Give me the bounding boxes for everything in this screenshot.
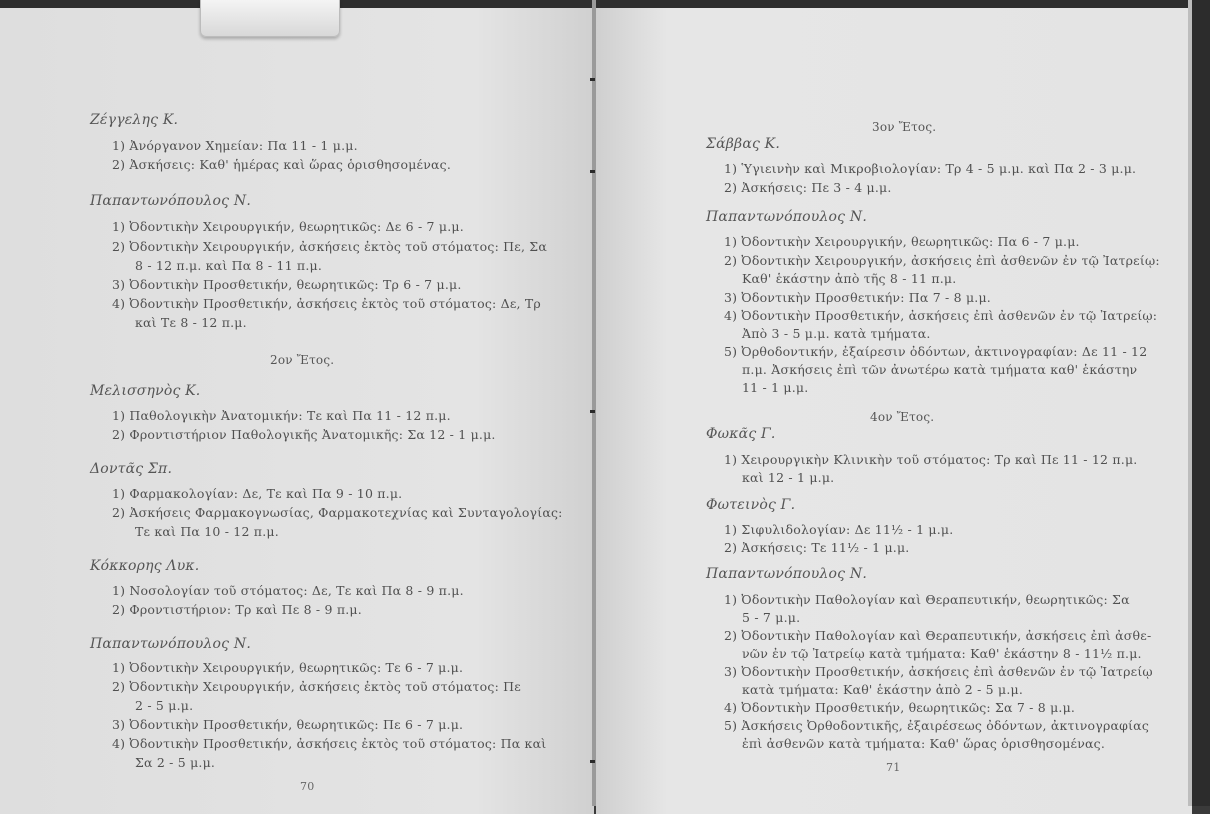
course-line: Ἀπὸ 3 - 5 μ.μ. κατὰ τμήματα. bbox=[742, 326, 931, 341]
course-line: Σα 2 - 5 μ.μ. bbox=[135, 755, 216, 770]
course-line: 1) Παθολογικὴν Ἀνατομικήν: Τε καὶ Πα 11 - 12 π.μ. bbox=[112, 408, 451, 423]
course-line: 4) Ὀδοντικὴν Προσθετικήν, θεωρητικῶς: Σα 7 - 8 μ.μ. bbox=[724, 700, 1076, 715]
course-line: 2) Φροντιστήριον Παθολογικῆς Ἀνατομικῆς: Σα 12 - 1 μ.μ. bbox=[112, 427, 496, 442]
course-line: 2) Ὀδοντικὴν Χειρουργικήν, ἀσκήσεις ἐκτὸς τοῦ στόματος: Πε bbox=[112, 679, 521, 694]
course-line: κατὰ τμήματα: Καθ' ἑκάστην ἀπὸ 2 - 5 μ.μ. bbox=[742, 682, 1024, 697]
binding-stitch bbox=[590, 410, 595, 413]
course-line: 2) Ἀσκήσεις: Τε 11½ - 1 μ.μ. bbox=[724, 540, 910, 555]
course-line: καὶ 12 - 1 μ.μ. bbox=[742, 470, 835, 485]
course-line: 2) Ὀδοντικὴν Χειρουργικήν, ἀσκήσεις ἐπὶ ἀσθενῶν ἐν τῷ Ἰατρείῳ: bbox=[724, 253, 1160, 268]
course-line: 1) Ὀδοντικὴν Χειρουργικήν, θεωρητικῶς: Τε 6 - 7 μ.μ. bbox=[112, 660, 464, 675]
course-line: 2) Ἀσκήσεις: Καθ' ἡμέρας καὶ ὥρας ὁρισθησομένας. bbox=[112, 157, 452, 172]
lecturer-name: Κόκκορης Λυκ. bbox=[90, 558, 200, 574]
course-line: 4) Ὀδοντικὴν Προσθετικήν, ἀσκήσεις ἐκτὸς τοῦ στόματος: Πα καὶ bbox=[112, 736, 547, 751]
page-number: 70 bbox=[300, 780, 315, 793]
course-line: 1) Φαρμακολογίαν: Δε, Τε καὶ Πα 9 - 10 π.μ. bbox=[112, 486, 403, 501]
course-line: 3) Ὀδοντικὴν Προσθετικήν: Πα 7 - 8 μ.μ. bbox=[724, 290, 991, 305]
lecturer-name: Παπαντωνόπουλος Ν. bbox=[706, 209, 867, 225]
course-line: 1) Ἀνόργανον Χημείαν: Πα 11 - 1 μ.μ. bbox=[112, 138, 358, 153]
course-line: 5) Ἀσκήσεις Ὀρθοδοντικῆς, ἐξαιρέσεως ὀδόντων, ἀκτινογραφίας bbox=[724, 718, 1150, 733]
course-line: 1) Ὀδοντικὴν Χειρουργικήν, θεωρητικῶς: Πα 6 - 7 μ.μ. bbox=[724, 234, 1080, 249]
lecturer-name: Φωτεινὸς Γ. bbox=[706, 497, 796, 513]
lecturer-name: Παπαντωνόπουλος Ν. bbox=[90, 636, 251, 652]
binding-stitch bbox=[590, 78, 595, 81]
course-line: 1) Χειρουργικὴν Κλινικὴν τοῦ στόματος: Τρ καὶ Πε 11 - 12 π.μ. bbox=[724, 452, 1138, 467]
course-line: π.μ. Ἀσκήσεις ἐπὶ τῶν ἀνωτέρω κατὰ τμήματα καθ' ἑκάστην bbox=[742, 362, 1138, 377]
binding-stitch bbox=[590, 170, 595, 173]
course-line: καὶ Τε 8 - 12 π.μ. bbox=[135, 315, 247, 330]
course-line: 3) Ὀδοντικὴν Προσθετικήν, θεωρητικῶς: Τρ 6 - 7 μ.μ. bbox=[112, 277, 462, 292]
year-heading: 2ον Ἔτος. bbox=[270, 353, 335, 367]
lecturer-name: Σάββας Κ. bbox=[706, 136, 780, 152]
course-line: 2 - 5 μ.μ. bbox=[135, 698, 194, 713]
lecturer-name: Παπαντωνόπουλος Ν. bbox=[90, 193, 251, 209]
page-clip bbox=[200, 0, 340, 37]
course-line: 2) Ὀδοντικὴν Παθολογίαν καὶ Θεραπευτικήν, ἀσκήσεις ἐπὶ ἀσθε- bbox=[724, 628, 1152, 643]
course-line: 2) Ἀσκήσεις: Πε 3 - 4 μ.μ. bbox=[724, 180, 892, 195]
course-line: 2) Ὀδοντικὴν Χειρουργικήν, ἀσκήσεις ἐκτὸς τοῦ στόματος: Πε, Σα bbox=[112, 239, 547, 254]
lecturer-name: Παπαντωνόπουλος Ν. bbox=[706, 566, 867, 582]
year-heading: 3ον Ἔτος. bbox=[872, 120, 937, 134]
book-cover-edge bbox=[1192, 0, 1210, 806]
left-page bbox=[0, 8, 594, 814]
course-line: 3) Ὀδοντικὴν Προσθετικήν, ἀσκήσεις ἐπὶ ἀσθενῶν ἐν τῷ Ἰατρείῳ bbox=[724, 664, 1153, 679]
lecturer-name: Δοντᾶς Σπ. bbox=[90, 461, 173, 477]
binding-stitch bbox=[590, 760, 595, 763]
course-line: 3) Ὀδοντικὴν Προσθετικήν, θεωρητικῶς: Πε 6 - 7 μ.μ. bbox=[112, 717, 464, 732]
course-line: 11 - 1 μ.μ. bbox=[742, 380, 809, 395]
course-line: 2) Ἀσκήσεις Φαρμακογνωσίας, Φαρμακοτεχνίας καὶ Συνταγολογίας: bbox=[112, 505, 563, 520]
page-number: 71 bbox=[886, 761, 901, 774]
lecturer-name: Φωκᾶς Γ. bbox=[706, 426, 776, 442]
course-line: 1) Σιφυλιδολογίαν: Δε 11½ - 1 μ.μ. bbox=[724, 522, 954, 537]
course-line: Καθ' ἑκάστην ἀπὸ τῆς 8 - 11 π.μ. bbox=[742, 271, 957, 286]
course-line: 4) Ὀδοντικὴν Προσθετικήν, ἀσκήσεις ἐκτὸς τοῦ στόματος: Δε, Τρ bbox=[112, 296, 541, 311]
year-heading: 4ον Ἔτος. bbox=[870, 410, 935, 424]
course-line: 1) Ὑγιεινὴν καὶ Μικροβιολογίαν: Τρ 4 - 5 μ.μ. καὶ Πα 2 - 3 μ.μ. bbox=[724, 161, 1137, 176]
lecturer-name: Ζέγγελης Κ. bbox=[90, 112, 179, 128]
course-line: 1) Νοσολογίαν τοῦ στόματος: Δε, Τε καὶ Πα 8 - 9 π.μ. bbox=[112, 583, 464, 598]
course-line: 8 - 12 π.μ. καὶ Πα 8 - 11 π.μ. bbox=[135, 258, 322, 273]
course-line: 1) Ὀδοντικὴν Χειρουργικήν, θεωρητικῶς: Δε 6 - 7 μ.μ. bbox=[112, 219, 464, 234]
course-line: νῶν ἐν τῷ Ἰατρείῳ κατὰ τμήματα: Καθ' ἑκάστην 8 - 11½ π.μ. bbox=[742, 646, 1142, 661]
course-line: 2) Φροντιστήριον: Τρ καὶ Πε 8 - 9 π.μ. bbox=[112, 602, 362, 617]
course-line: 5) Ὀρθοδοντικήν, ἐξαίρεσιν ὀδόντων, ἀκτινογραφίαν: Δε 11 - 12 bbox=[724, 344, 1148, 359]
lecturer-name: Μελισσηνὸς Κ. bbox=[90, 383, 201, 399]
right-page bbox=[596, 8, 1192, 814]
course-line: Τε καὶ Πα 10 - 12 π.μ. bbox=[135, 524, 279, 539]
course-line: 4) Ὀδοντικὴν Προσθετικήν, ἀσκήσεις ἐπὶ ἀσθενῶν ἐν τῷ Ἰατρείῳ: bbox=[724, 308, 1158, 323]
course-line: 1) Ὀδοντικὴν Παθολογίαν καὶ Θεραπευτικήν, θεωρητικῶς: Σα bbox=[724, 592, 1130, 607]
course-line: 5 - 7 μ.μ. bbox=[742, 610, 801, 625]
course-line: ἐπὶ ἀσθενῶν κατὰ τμήματα: Καθ' ὥρας ὁρισθησομένας. bbox=[742, 736, 1106, 751]
